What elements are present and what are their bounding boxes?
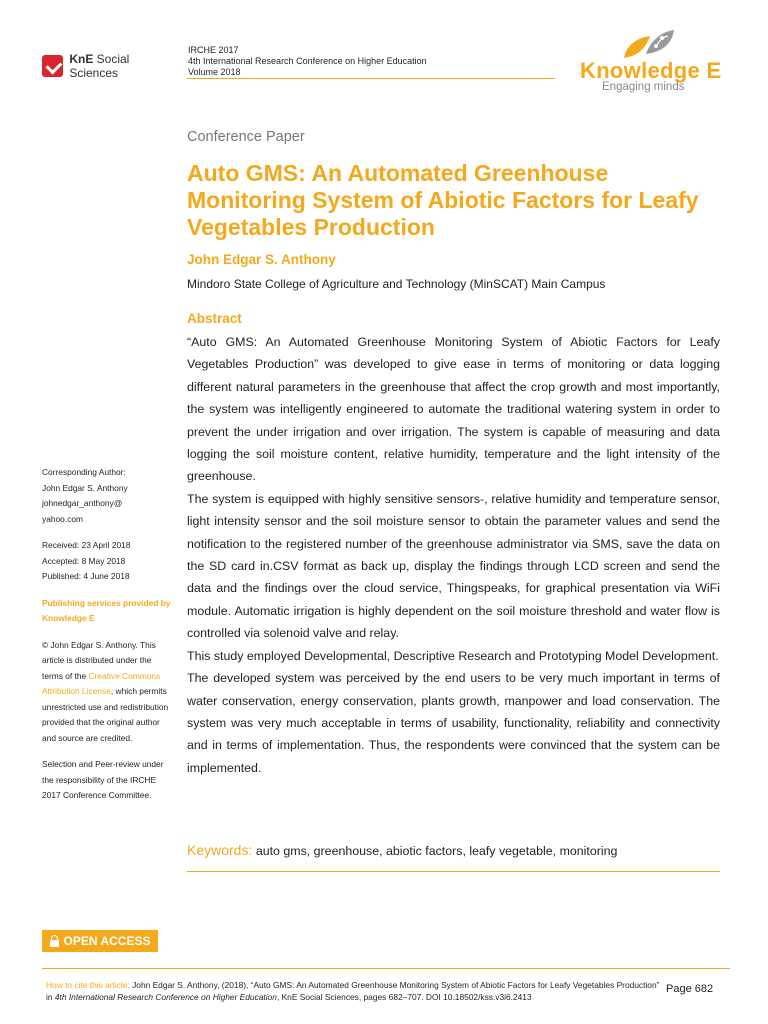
brand-wordmark: Knowledge E (580, 58, 722, 83)
kne-checkmark-icon (42, 55, 63, 77)
abstract-body (187, 331, 720, 779)
publishing-services: Publishing services provided by Knowledge E (42, 597, 171, 623)
review-note: Selection and Peer-review under the responsibility of the IRCHE 2017 Conference Committee. (42, 759, 164, 800)
kne-social-sciences-logo (42, 54, 178, 78)
abstract-heading: Abstract (187, 311, 242, 326)
footer-divider (42, 968, 730, 969)
sidebar-metadata (42, 465, 174, 815)
corresponding-name: John Edgar S. Anthony (42, 482, 128, 493)
email-line-1: johnedgar_anthony@ (42, 498, 123, 508)
abstract-paragraph: This study employed Developmental, Descriptive Research and Prototyping Model Development. (187, 648, 719, 663)
publisher-logo-bold: KnE (69, 52, 94, 66)
conference-info (188, 45, 427, 78)
knowledge-e-logo (576, 28, 726, 100)
author-affiliation: Mindoro State College of Agriculture and Technology (MinSCAT) Main Campus (187, 277, 606, 291)
citation (46, 979, 662, 1003)
header-divider (187, 78, 555, 79)
conference-short: IRCHE 2017 (188, 45, 239, 55)
published-date: Published: 4 June 2018 (42, 571, 130, 581)
creative-commons-link[interactable]: Creative Commons Attribution License (42, 670, 161, 696)
accepted-date: Accepted: 8 May 2018 (42, 555, 126, 566)
email-line-2: yahoo.com (42, 513, 83, 524)
volume: Volume 2018 (188, 67, 241, 77)
author-name: John Edgar S. Anthony (187, 252, 336, 267)
publisher-logo-rest: Social Sciences (69, 52, 130, 80)
corresponding-author-block (42, 465, 174, 527)
abstract-paragraph: The system is equipped with highly sensitive sensors-, relative humidity and temperature sensor, light intensity sensor and the soil moisture sensor to obtain the parameter values and send the notification to the registered number of the greenhouse administrator via SMS, save the data on the SD card in.CSV format as back up, display the findings through LCD screen and send the data and the findings over the cloud service, Thingspeaks, for graphical presentation via WiFi module. Automatic irrigation is highly dependent on the soil moisture threshold and water flow is controlled via solenoid valve and relay. (187, 491, 720, 641)
paper-type: Conference Paper (187, 129, 305, 145)
conference-full: 4th International Research Conference on Higher Education (188, 56, 427, 66)
license-suffix: , which permits unrestricted use and redistribution provided that the original author and source are credited. (42, 686, 169, 743)
citation-conference: 4th International Research Conference on Higher Education (54, 992, 277, 1002)
citation-text-1: John Edgar S. Anthony, (2018), “Auto GMS: An Automated Greenhouse Monitoring System of Abiotic Factors for Leafy Vegetables Production” in (46, 980, 660, 1002)
keywords-label: Keywords: (187, 842, 253, 858)
keywords-divider (187, 871, 720, 872)
license-note (42, 638, 174, 747)
received-date: Received: 23 April 2018 (42, 540, 131, 550)
abstract-paragraph: “Auto GMS: An Automated Greenhouse Monitoring System of Abiotic Factors for Leafy Vegetables Production” was developed to give ease in terms of monitoring or data logging different natural parameters in the greenhouse that affect the crop growth and most importantly, the system was intelligently engineered to automate the traditional watering system in order to prevent the under irrigation and over irrigation. The system is capable of measuring and data logging the soil moisture content, relative humidity, temperature and the light intensity of the greenhouse. (187, 335, 720, 484)
citation-text-2: , KnE Social Sciences, pages 682–707. DOI 10.18502/kss.v3i6.2413 (276, 992, 532, 1002)
abstract-paragraph: The developed system was perceived by the end users to be very much important in terms of water conservation, energy conservation, plants growth, manpower and load conservation. The system was very much acceptable in terms of usability, functionality, reliability and connectivity and in terms of implementation. Thus, the respondents were convinced that the system can be implemented. (187, 671, 720, 775)
open-access-label: OPEN ACCESS (63, 934, 151, 948)
page-number: Page 682 (666, 983, 714, 995)
citation-label: How to cite this article: (46, 980, 130, 990)
keywords-list: auto gms, greenhouse, abiotic factors, leafy vegetable, monitoring (255, 844, 618, 858)
keywords-line (187, 842, 720, 858)
license-prefix: © John Edgar S. Anthony. This article is distributed under the terms of the (42, 639, 156, 681)
dates-block (42, 538, 174, 585)
open-access-badge (42, 930, 158, 952)
corresponding-label: Corresponding Author: (42, 467, 126, 477)
lock-icon (50, 940, 59, 947)
leaf-circuit-icon (616, 28, 676, 60)
brand-tagline: Engaging minds (602, 81, 685, 93)
paper-title: Auto GMS: An Automated Greenhouse Monitoring System of Abiotic Factors for Leafy Vegetables Production (187, 160, 699, 240)
